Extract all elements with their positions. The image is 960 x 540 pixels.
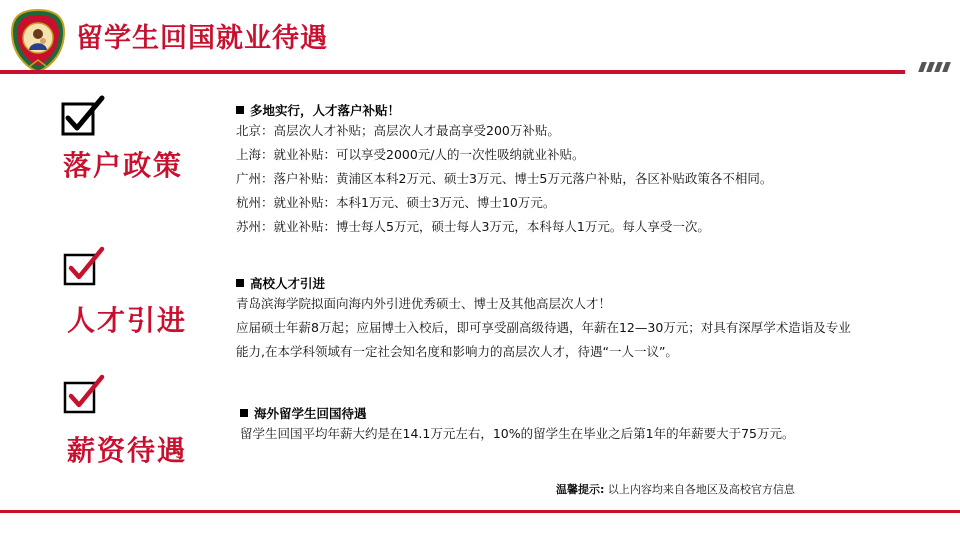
section-salary	[240, 404, 940, 446]
section-heading-text: 海外留学生回国待遇	[254, 406, 367, 421]
salary-line: 留学生回国平均年薪大约是在14.1万元左右，10%的留学生在毕业之后第1年的年薪要大于75万元。	[240, 426, 795, 441]
policy-line-shanghai: 上海：就业补贴：可以享受2000元/人的一次性吸纳就业补贴。	[236, 147, 585, 162]
square-bullet-icon	[240, 409, 248, 417]
section-settlement	[236, 101, 936, 239]
section-heading-text: 高校人才引进	[250, 276, 326, 291]
talent-line: 青岛滨海学院拟面向海内外引进优秀硕士、博士及其他高层次人才！	[236, 296, 612, 311]
checkbox-icon	[62, 374, 106, 414]
university-logo	[10, 8, 66, 74]
note-text: 以上内容均来自各地区及高校官方信息	[604, 483, 795, 496]
section-heading	[236, 274, 936, 292]
note-label: 温馨提示:	[556, 483, 605, 496]
header	[0, 0, 960, 80]
policy-line-suzhou: 苏州：就业补贴：博士每人5万元，硕士每人3万元，本科每人1万元。每人享受一次。	[236, 219, 710, 234]
category-label-salary: 薪资待遇	[67, 434, 188, 467]
category-label-settlement: 落户政策	[63, 149, 184, 182]
section-heading-text: 多地实行，人才落户补贴！	[250, 103, 401, 118]
section-talent	[236, 274, 936, 364]
category-label-talent: 人才引进	[67, 304, 188, 337]
square-bullet-icon	[236, 106, 244, 114]
category-column	[0, 80, 220, 500]
section-heading	[240, 404, 940, 422]
footer-rule	[0, 510, 960, 513]
policy-line-hangzhou: 杭州：就业补贴：本科1万元、硕士3万元、博士10万元。	[236, 195, 556, 210]
square-bullet-icon	[236, 279, 244, 287]
checkbox-icon	[60, 94, 106, 136]
decorative-stripes	[916, 62, 956, 72]
info-note	[556, 481, 795, 497]
policy-line-guangzhou: 广州：落户补贴：黄浦区本科2万元、硕士3万元、博士5万元落户补贴，各区补贴政策各不相同。	[236, 171, 773, 186]
talent-line: 应届硕士年薪8万起；应届博士入校后，即可享受副高级待遇，年薪在12—30万元；对具有深厚学术造诣及专业	[236, 320, 851, 335]
section-heading	[236, 101, 936, 119]
title-underline	[0, 70, 905, 74]
page-title: 留学生回国就业待遇	[76, 23, 328, 54]
talent-line: 能力,在本学科领域有一定社会知名度和影响力的高层次人才，待遇“一人一议”。	[236, 344, 678, 359]
checkbox-icon	[62, 246, 106, 286]
policy-line-beijing: 北京：高层次人才补贴；高层次人才最高享受200万补贴。	[236, 123, 560, 138]
